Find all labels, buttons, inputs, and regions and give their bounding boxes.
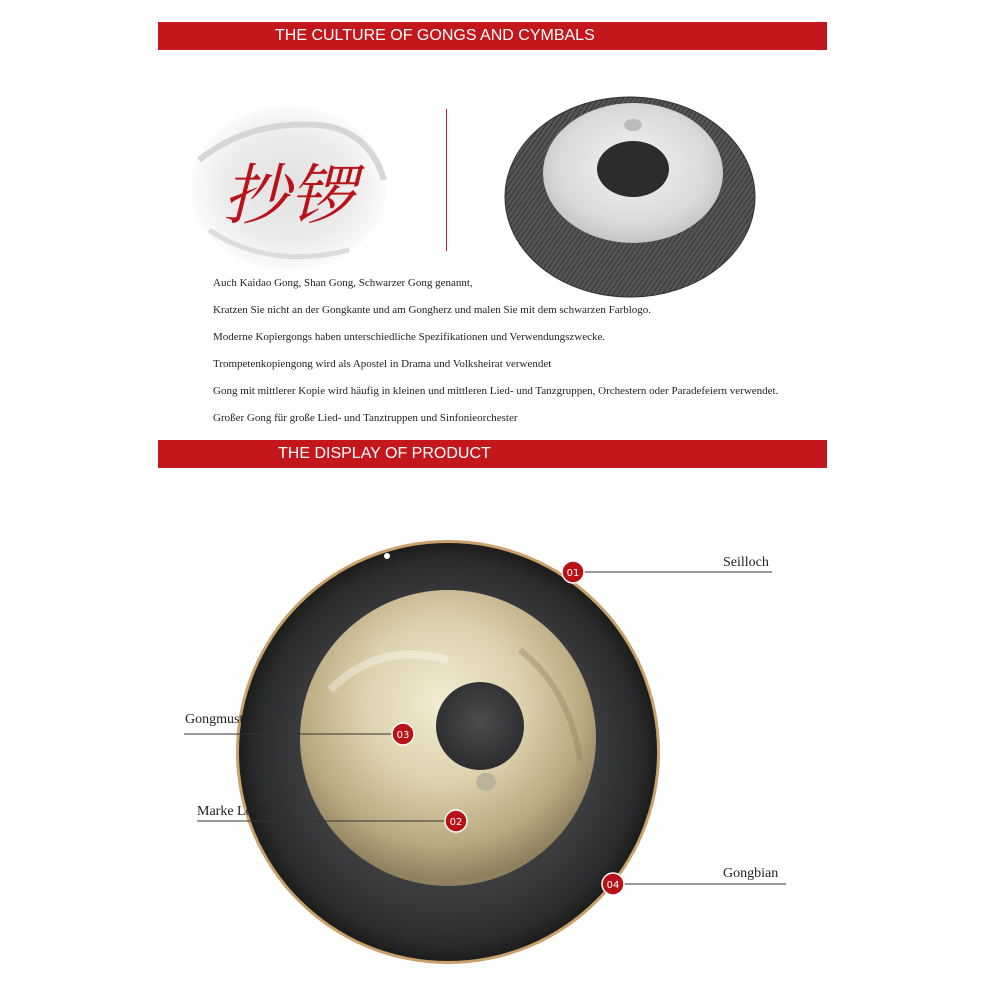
description-line: Gong mit mittlerer Kopie wird häufig in kleinen und mittleren Lied- und Tanzgruppen, Orchestern oder Paradefeiern verwendet. <box>213 385 779 397</box>
marker-01-number: 01 <box>566 568 580 579</box>
description-line: Auch Kaidao Gong, Shan Gong, Schwarzer Gong genannt, <box>213 277 473 289</box>
marker-02-number: 02 <box>449 817 463 828</box>
gong-body <box>236 540 660 964</box>
callout-label-gongmuster: Gongmuster <box>185 712 255 727</box>
marker-03-number: 03 <box>396 730 410 741</box>
callout-label-seilloch: Seilloch <box>723 555 769 570</box>
calligraphy-text: 抄锣 <box>223 157 355 234</box>
section-title-culture: THE CULTURE OF GONGS AND CYMBALS <box>275 27 595 44</box>
description-line: Trompetenkopiengong wird als Apostel in Drama und Volksheirat verwendet <box>213 358 552 370</box>
description-line: Moderne Kopiergongs haben unterschiedliche Spezifikationen und Verwendungszwecke. <box>213 331 606 343</box>
callout-label-gongbian: Gongbian <box>723 866 779 881</box>
description-line: Kratzen Sie nicht an der Gongkante und am Gongherz und malen Sie mit dem schwarzen Farblogo. <box>213 304 652 316</box>
section-title-display: THE DISPLAY OF PRODUCT <box>278 445 491 462</box>
marker-04-number: 04 <box>606 880 620 891</box>
description-line: Großer Gong für große Lied- und Tanztruppen und Sinfonieorchester <box>213 412 518 424</box>
callout-label-marke-logo: Marke LoGo <box>197 804 270 819</box>
